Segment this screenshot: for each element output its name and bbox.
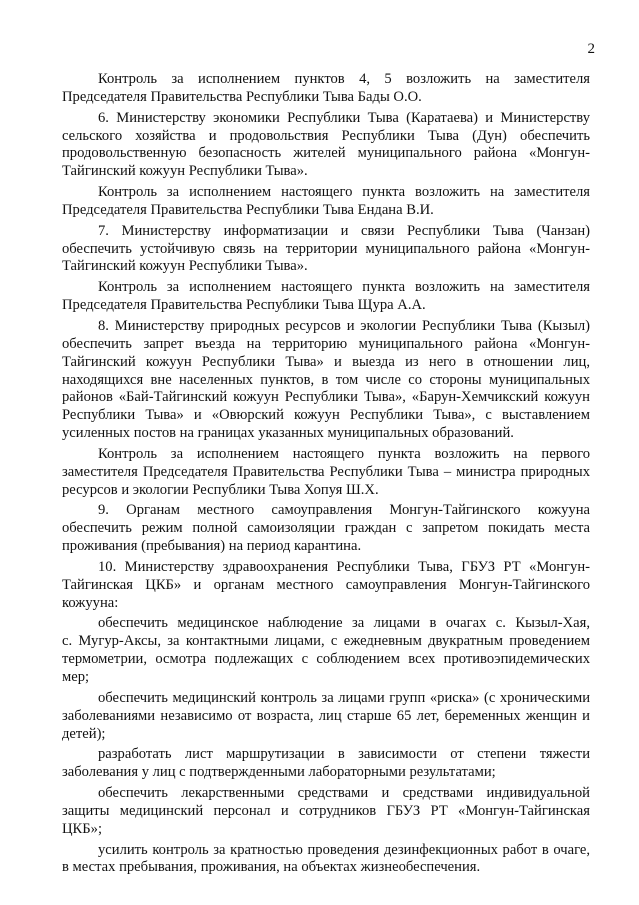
- paragraph: [62, 223, 590, 277]
- paragraph-line: Председателя Правительства Республики Тыва Ендана В.И.: [62, 201, 434, 218]
- paragraph: [62, 502, 590, 556]
- paragraph-line: районов «Бай-Тайгинский кожуун Республики Тыва», «Барун-Хемчикский кожуун: [62, 389, 590, 406]
- paragraph: [62, 690, 590, 744]
- paragraph: [62, 110, 590, 181]
- paragraph-line: заболеваниями независимо от возраста, лиц старше 65 лет, беременных женщин и: [62, 707, 590, 724]
- document-body: [62, 71, 590, 880]
- paragraph-line: 8. Министерству природных ресурсов и экологии Республики Тыва (Кызыл): [98, 317, 590, 334]
- paragraph: [62, 615, 590, 686]
- paragraph-line: термометрии, осмотра подлежащих с соблюдением всех противоэпидемических: [62, 651, 590, 668]
- paragraph: [62, 184, 590, 220]
- paragraph-line: Тайгинский кожуун Республики Тыва».: [62, 163, 308, 180]
- paragraph-line: ресурсов и экологии Республики Тыва Хопуя Ш.Х.: [62, 481, 379, 498]
- paragraph: [62, 318, 590, 443]
- paragraph-line: кожууна:: [62, 594, 119, 611]
- paragraph: [62, 746, 590, 782]
- paragraph-line: Тайгинская ЦКБ» и органам местного самоуправления Монгун-Тайгинского: [62, 576, 590, 593]
- paragraph: [62, 446, 590, 500]
- paragraph-line: детей);: [62, 725, 106, 742]
- paragraph-line: усиленных постов на границах указанных муниципальных образований.: [62, 425, 514, 442]
- paragraph-line: обеспечить запрет въезда на территорию муниципального района «Монгун-: [62, 335, 590, 352]
- paragraph: [62, 71, 590, 107]
- paragraph-line: сельского хозяйства и продовольствия Республики Тыва (Дун) обеспечить: [62, 127, 590, 144]
- paragraph-line: Председателя Правительства Республики Тыва Щура А.А.: [62, 297, 426, 314]
- paragraph: [62, 279, 590, 315]
- paragraph-line: Контроль за исполнением пунктов 4, 5 возложить на заместителя: [98, 71, 590, 87]
- paragraph-line: 7. Министерству информатизации и связи Республики Тыва (Чанзан): [98, 222, 590, 239]
- paragraph: [62, 785, 590, 839]
- paragraph-line: обеспечить устойчивую связь на территории муниципального района «Монгун-: [62, 240, 590, 257]
- paragraph-line: обеспечить медицинское наблюдение за лицами в очагах с. Кызыл-Хая,: [98, 615, 590, 632]
- paragraph: [62, 842, 590, 878]
- paragraph-line: находящихся вне населенных пунктов, в том числе со стороны муниципальных: [62, 371, 590, 388]
- paragraph-line: Контроль за исполнением настоящего пункта возложить на первого: [98, 445, 590, 462]
- paragraph-line: 10. Министерству здравоохранения Республики Тыва, ГБУЗ РТ «Монгун-: [98, 558, 590, 575]
- paragraph-line: 6. Министерству экономики Республики Тыва (Каратаева) и Министерству: [98, 109, 590, 126]
- paragraph-line: 9. Органам местного самоуправления Монгун-Тайгинского кожууна: [98, 502, 590, 519]
- paragraph-line: заместителя Председателя Правительства Республики Тыва – министра природных: [62, 463, 590, 480]
- paragraph-line: разработать лист маршрутизации в зависимости от степени тяжести: [98, 746, 590, 763]
- paragraph-line: продовольственную безопасность жителей муниципального района «Монгун-: [62, 145, 590, 162]
- paragraph-line: Контроль за исполнением настоящего пункта возложить на заместителя: [98, 279, 590, 296]
- paragraph-line: заболевания у лиц с подтвержденными лабораторными результатами;: [62, 764, 496, 781]
- paragraph-line: усилить контроль за кратностью проведения дезинфекционных работ в очаге,: [98, 841, 590, 858]
- paragraph-line: обеспечить медицинский контроль за лицами групп «риска» (с хроническими: [98, 689, 590, 706]
- paragraph-line: Тайгинский кожуун Республики Тыва».: [62, 258, 308, 275]
- paragraph: [62, 559, 590, 613]
- paragraph-line: ЦКБ»;: [62, 820, 103, 837]
- page-number: 2: [587, 41, 595, 57]
- paragraph-line: проживания (пребывания) на период карантина.: [62, 538, 362, 555]
- paragraph-line: обеспечить режим полной самоизоляции граждан с запретом покидать места: [62, 520, 590, 537]
- paragraph-line: с. Мугур-Аксы, за контактными лицами, с ежедневным двукратным проведением: [62, 633, 590, 650]
- paragraph-line: обеспечить лекарственными средствами и средствами индивидуальной: [98, 785, 590, 802]
- paragraph-line: защиты медицинский персонал и сотрудников ГБУЗ РТ «Монгун-Тайгинская: [62, 802, 590, 819]
- paragraph-line: в местах пребывания, проживания, на объектах жизнеобеспечения.: [62, 859, 481, 876]
- paragraph-line: Председателя Правительства Республики Тыва Бады О.О.: [62, 88, 422, 105]
- paragraph-line: Тайгинский кожуун Республики Тыва» и выезда из него в отношении лиц,: [62, 353, 590, 370]
- paragraph-line: Республики Тыва» и «Овюрский кожуун Республики Тыва», с выставлением: [62, 407, 590, 424]
- paragraph-line: Контроль за исполнением настоящего пункта возложить на заместителя: [98, 184, 590, 201]
- paragraph-line: мер;: [62, 669, 90, 685]
